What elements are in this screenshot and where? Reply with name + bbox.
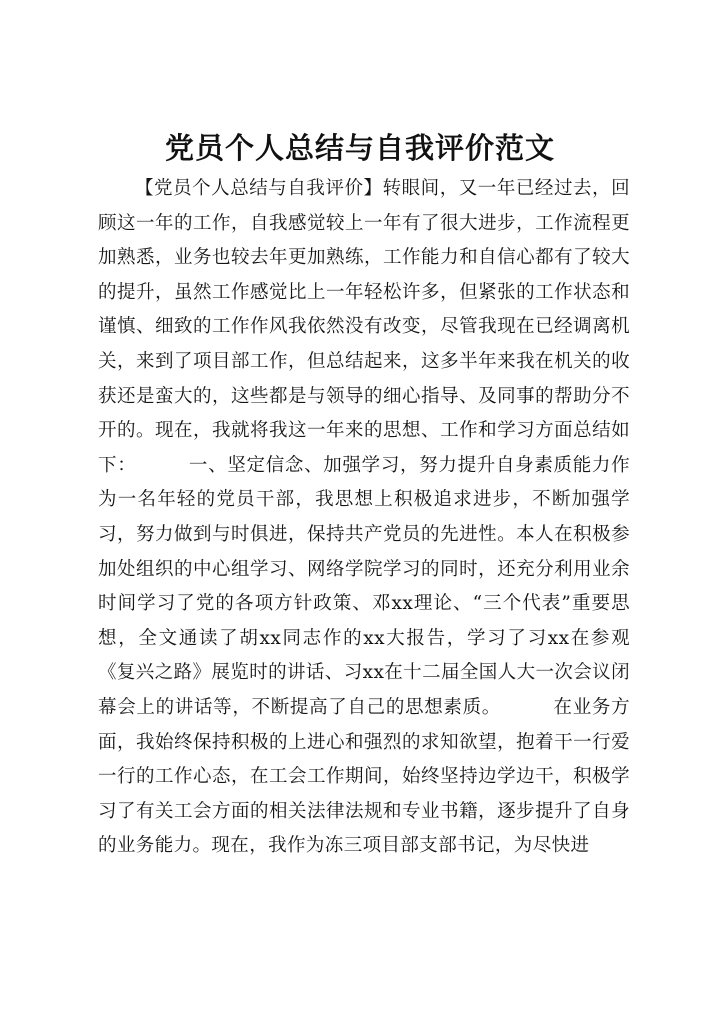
document-body: [98, 172, 630, 864]
document-title: 党员个人总结与自我评价范文: [164, 131, 555, 165]
body-paragraph: 【党员个人总结与自我评价】转眼间，又一年已经过去，回顾这一年的工作，自我感觉较上一年有了很大进步，工作流程更加熟悉，业务也较去年更加熟练，工作能力和自信心都有了较大的提升，虽然工作感觉比上一年轻松许多，但紧张的工作状态和谨慎、细致的工作作风我依然没有改变，尽管我现在已经调离机关，来到了项目部工作，但总结起来，这多半年来我在机关的收获还是蛮大的，这些都是与领导的细心指导、及同事的帮助分不开的。现在，我就将我这一年来的思想、工作和学习方面总结如下： 一、坚定信念、加强学习，努力提升自身素质能力作为一名年轻的党员干部，我思想上积极追求进步，不断加强学习，努力做到与时俱进，保持共产党员的先进性。本人在积极参加处组织的中心组学习、网络学院学习的同时，还充分利用业余时间学习了党的各项方针政策、邓xx理论、“三个代表”重要思想，全文通读了胡xx同志作的xx大报告，学习了习xx在参观《复兴之路》展览时的讲话、习xx在十二届全国人大一次会议闭幕会上的讲话等，不断提高了自己的思想素质。 在业务方面，我始终保持积极的上进心和强烈的求知欲望，抱着干一行爱一行的工作心态，在工会工作期间，始终坚持边学边干，积极学习了有关工会方面的相关法律法规和专业书籍，逐步提升了自身的业务能力。现在，我作为冻三项目部支部书记，为尽快进: [98, 178, 630, 857]
